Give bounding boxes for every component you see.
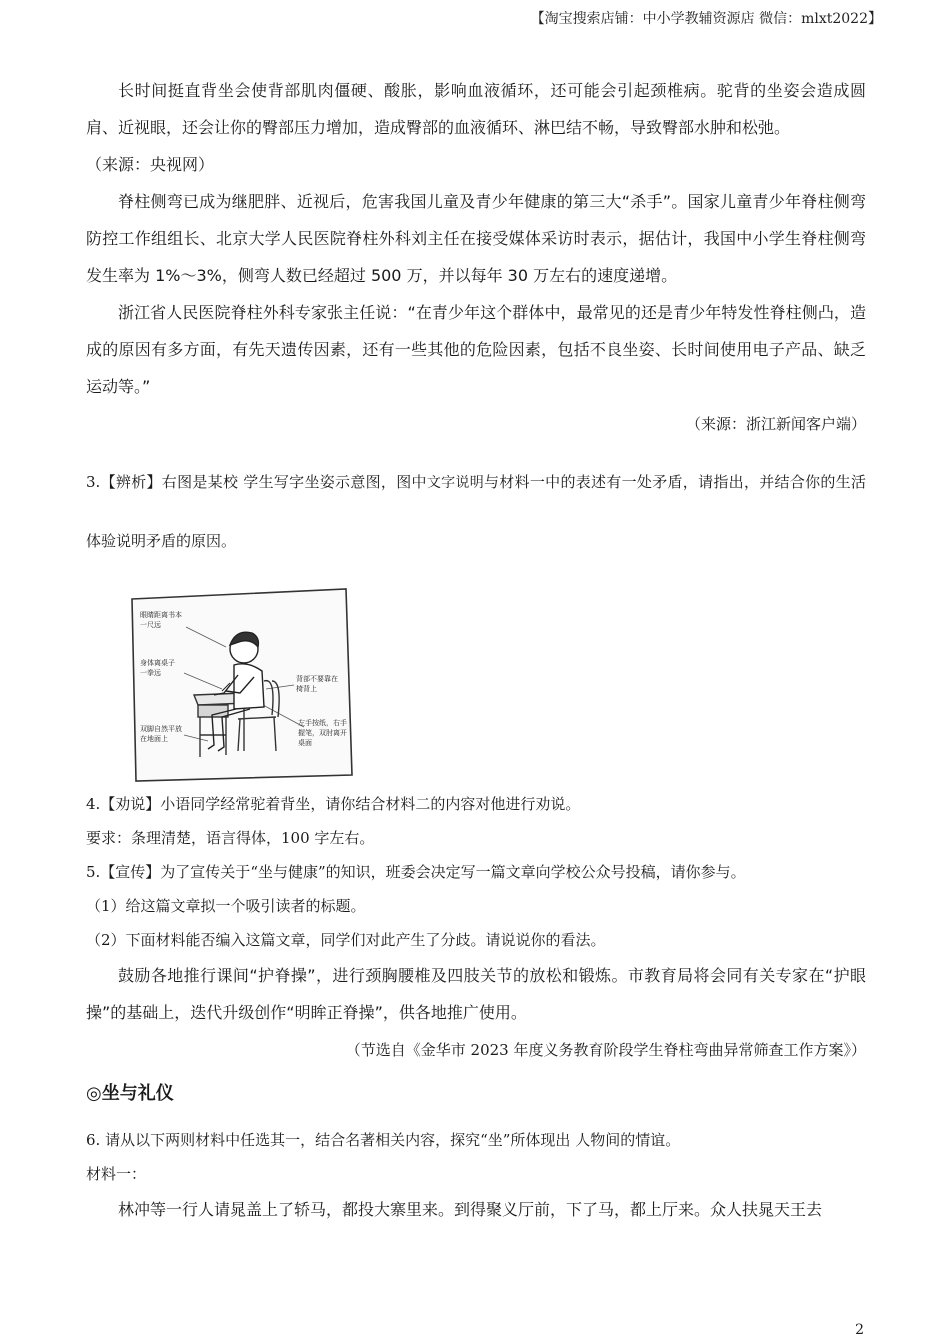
question-3 <box>86 453 866 570</box>
header-shop-note: 【淘宝搜索店铺：中小学教辅资源店 微信：mlxt2022】 <box>530 11 882 27</box>
page-content <box>86 72 866 1228</box>
question-5-sub-2: （2）下面材料能否编入这篇文章，同学们对此产生了分歧。请说说你的看法。 <box>86 931 606 949</box>
question-5 <box>86 855 866 1067</box>
question-5-sub-1: （1）给这篇文章拟一个吸引读者的标题。 <box>86 897 366 915</box>
question-4-prompt: 4.【劝说】小语同学经常驼着背坐，请你结合材料二的内容对他进行劝说。 <box>86 795 581 813</box>
label-back-line-1: 背部不要靠在 <box>296 675 338 683</box>
question-6-material-label: 材料一： <box>86 1165 147 1183</box>
material-source-zhejiang: （来源：浙江新闻客户端） <box>685 415 866 433</box>
material-paragraph-1: 长时间挺直背坐会使背部肌肉僵硬、酸胀，影响血液循环，还可能会引起颈椎病。驼背的坐姿会造成圆肩、近视眼，还会让你的臀部压力增加，造成臀部的血液循环、淋巴结不畅，导致臀部水肿和松弛。 <box>86 81 866 137</box>
question-5-material: 鼓励各地推行课间“护脊操”，进行颈胸腰椎及四肢关节的放松和锻炼。市教育局将会同有关专家在“护眼操”的基础上，迭代升级创作“明眸正脊操”，供各地推广使用。 <box>86 966 866 1022</box>
label-hands-line-1: 左手按纸，右手 <box>298 719 347 727</box>
label-hands-line-3: 桌面 <box>298 739 312 747</box>
question-6-prompt: 6. 请从以下两则材料中任选其一，结合名著相关内容，探究“坐”所体现出 人物间的情谊。 <box>86 1131 681 1149</box>
page-number: 2 <box>855 1322 864 1338</box>
question-6 <box>86 1123 866 1228</box>
sitting-posture-figure <box>126 585 356 783</box>
section-title-sitting-etiquette: ◎坐与礼仪 <box>86 1083 174 1104</box>
material-source-cctv: （来源：央视网） <box>86 155 215 174</box>
label-eyes-line-1: 眼睛距离书本 <box>140 611 182 619</box>
question-5-source: （节选自《金华市 2023 年度义务教育阶段学生脊柱弯曲异常筛查工作方案》） <box>345 1041 866 1059</box>
material-paragraph-3: 浙江省人民医院脊柱外科专家张主任说：“在青少年这个群体中，最常见的还是青少年特发性脊柱侧凸，造成的原因有多方面，有先天遗传因素，还有一些其他的危险因素，包括不良坐姿、长时间使用电子产品、缺乏运动等。” <box>86 303 866 396</box>
label-hands-line-2: 握笔，双肘离开 <box>298 729 347 737</box>
label-back-line-2: 椅背上 <box>296 685 317 693</box>
question-5-prompt: 5.【宣传】为了宣传关于“坐与健康”的知识，班委会决定写一篇文章向学校公众号投稿，请你参与。 <box>86 863 746 881</box>
label-body-line-1: 身体离桌子 <box>140 659 175 667</box>
label-body-line-2: 一拳远 <box>140 669 161 677</box>
label-eyes-line-2: 一尺远 <box>140 621 161 629</box>
question-6-material-text: 林冲等一行人请晁盖上了轿马，都投大寨里来。到得聚义厅前，下了马，都上厅来。众人扶晁天王去 <box>118 1200 823 1219</box>
question-4 <box>86 787 866 855</box>
question-3-part-1: 3.【辨析】右图是某校 学生写字坐姿示意图，图中 <box>86 473 427 491</box>
question-3-part-2: 文字说明 <box>426 475 484 491</box>
label-feet-line-1: 双脚自然平放 <box>140 725 182 733</box>
sitting-posture-illustration <box>126 585 356 783</box>
question-4-requirement: 要求：条理清楚，语言得体，100 字左右。 <box>86 829 375 847</box>
material-paragraph-2: 脊柱侧弯已成为继肥胖、近视后，危害我国儿童及青少年健康的第三大“杀手”。国家儿童青少年脊柱侧弯防控工作组组长、北京大学人民医院脊柱外科刘主任在接受媒体采访时表示，据估计，我国中小学生脊柱侧弯发生率为 1%～3%，侧弯人数已经超过 500 万，并以每年 30 万左右的速度递增。 <box>86 192 866 285</box>
question-3-part-3: 与材料一中的表述有一处矛盾，请指出，并结合你的生活体验说明矛盾的原因。 <box>86 473 866 550</box>
label-feet-line-2: 在地面上 <box>140 735 168 743</box>
